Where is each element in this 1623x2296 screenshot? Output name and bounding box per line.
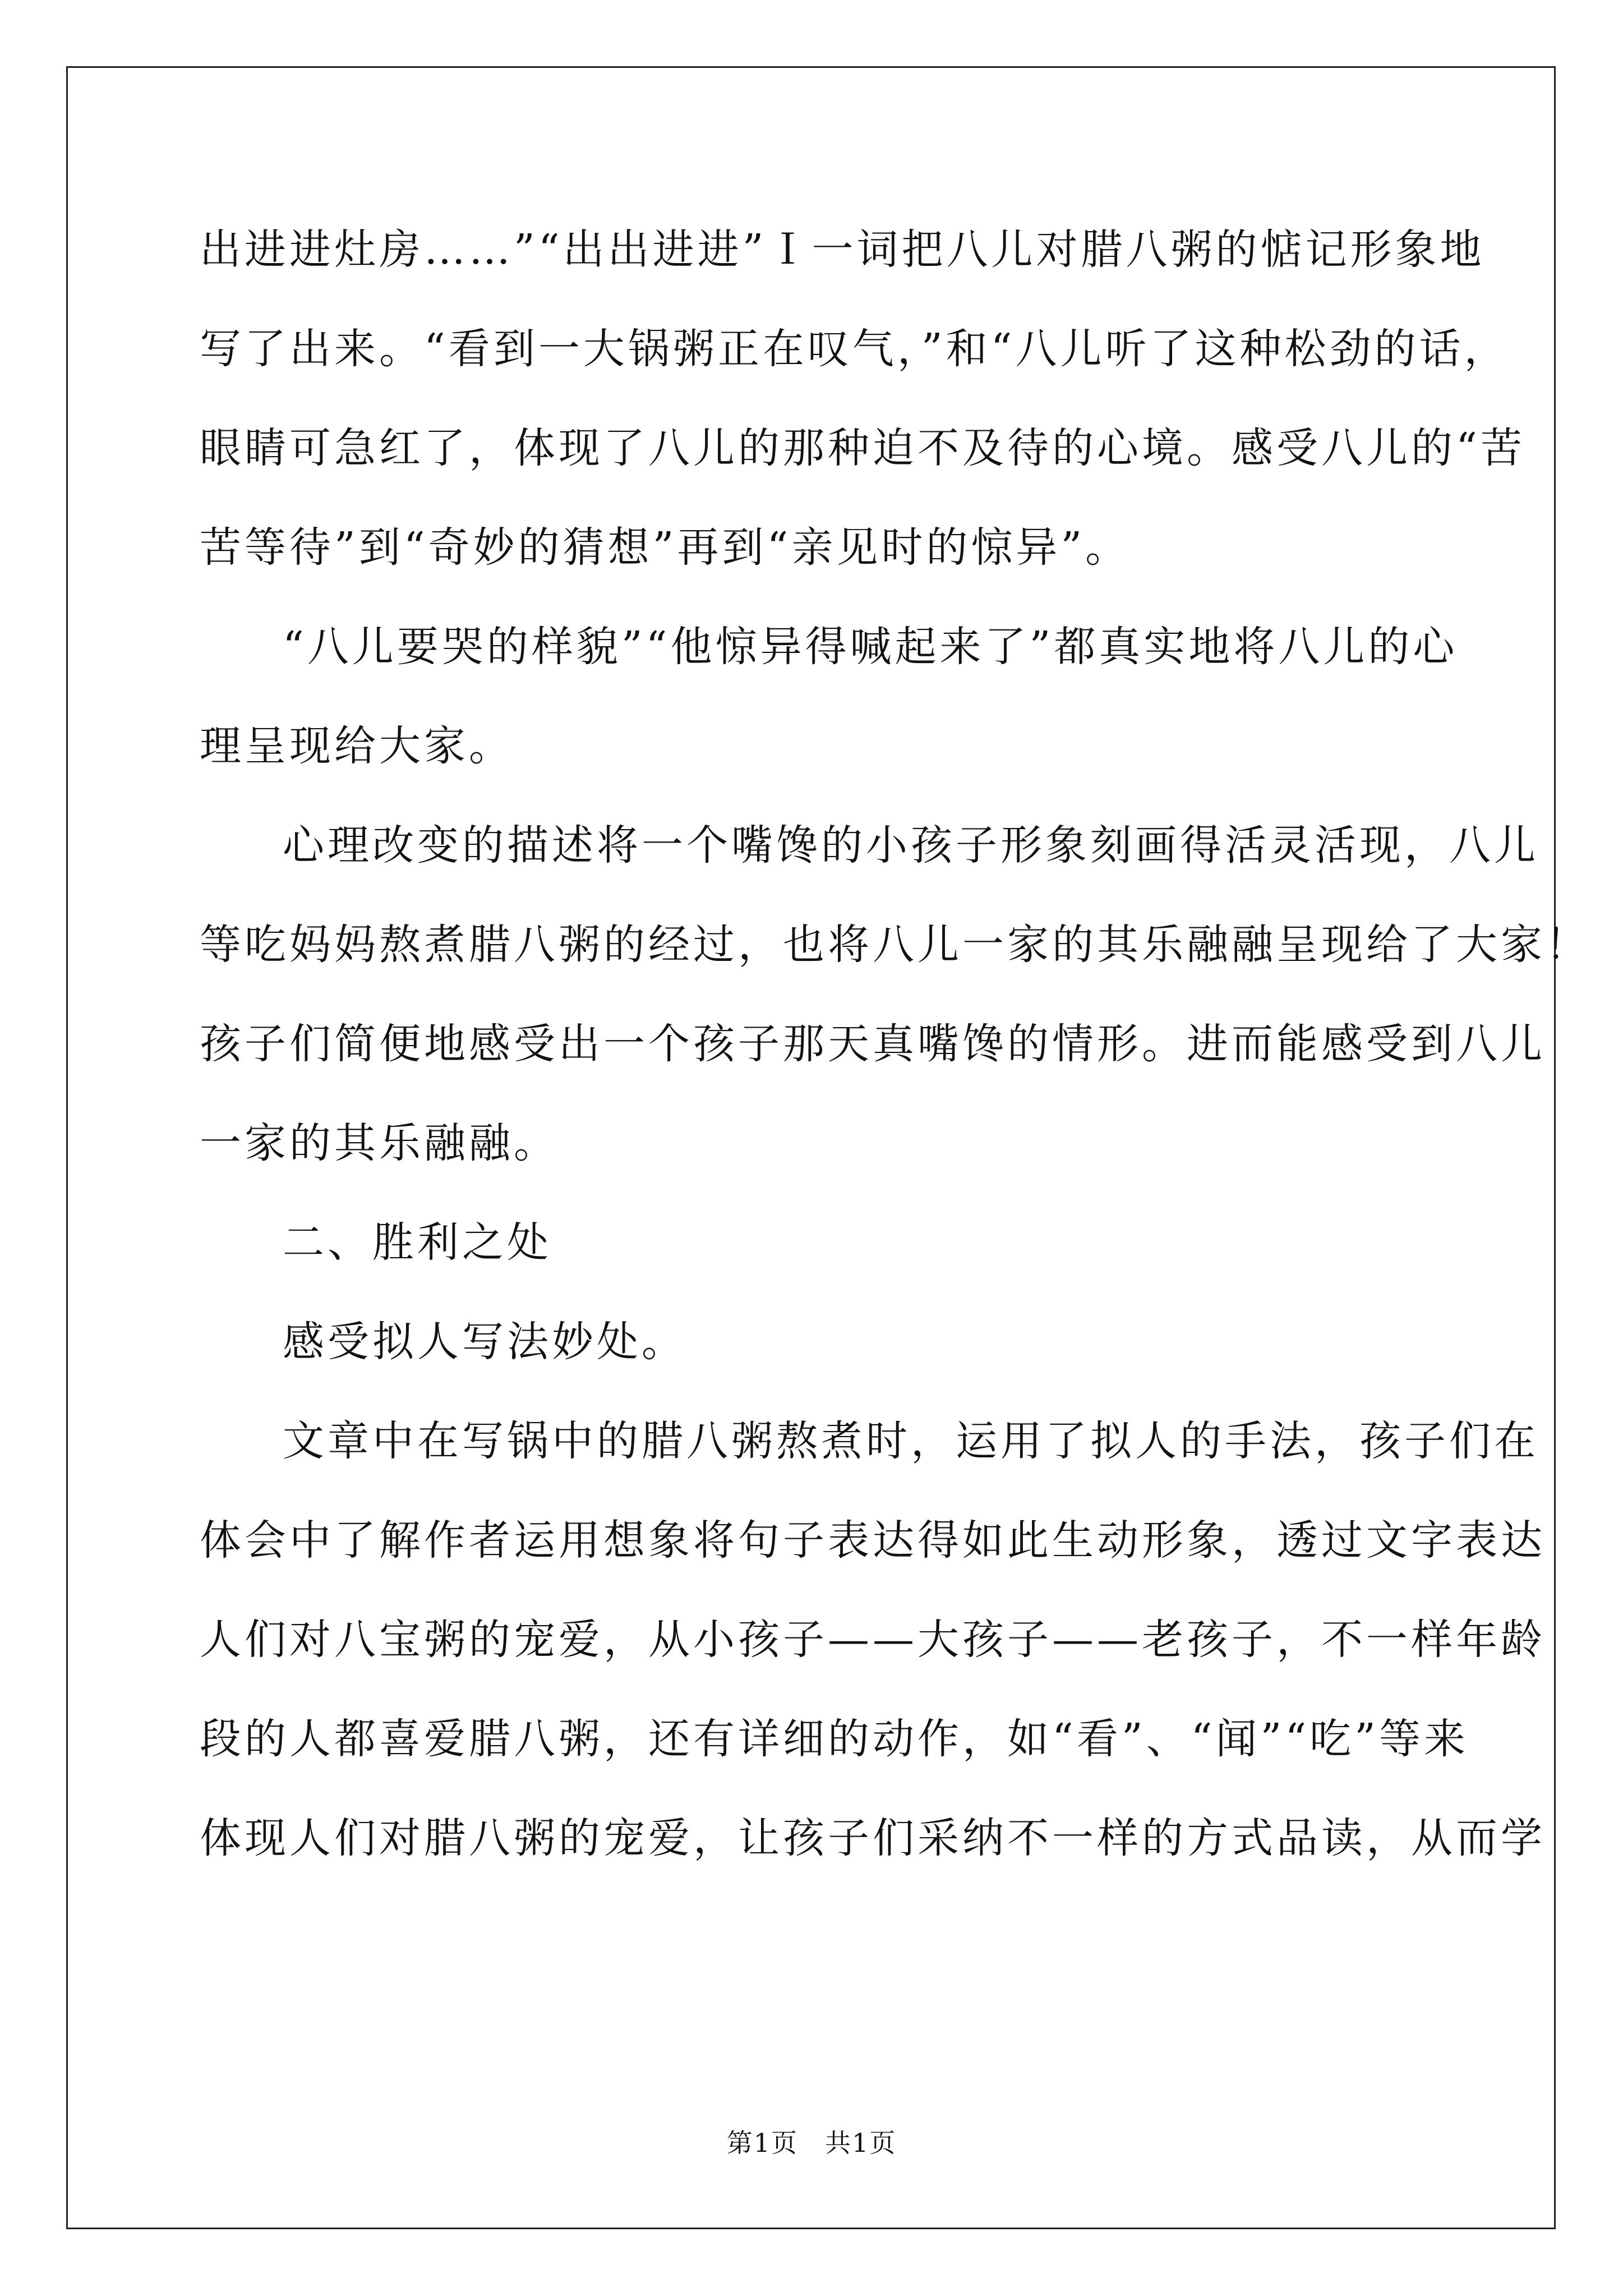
text-line: 苦等待”到“奇妙的猜想”再到“亲见时的惊异”。	[200, 523, 1131, 572]
text-line: 心理改变的描述将一个嘴馋的小孩子形象刻画得活灵活现，八儿	[283, 821, 1539, 869]
text-line: 孩子们简便地感受出一个孩子那天真嘴馋的情形。进而能感受到八儿	[200, 1020, 1546, 1068]
text-line: 文章中在写锅中的腊八粥熬煮时，运用了拟人的手法，孩子们在	[283, 1417, 1539, 1465]
text-line: 理呈现给大家。	[200, 722, 514, 770]
text-line: 等吃妈妈熬煮腊八粥的经过，也将八儿一家的其乐融融呈现给了大家！	[200, 921, 1590, 969]
text-line: 感受拟人写法妙处。	[283, 1318, 686, 1366]
text-line: 体现人们对腊八粥的宠爱，让孩子们采纳不一样的方式品读，从而学	[200, 1814, 1546, 1862]
text-line: 眼睛可急红了，体现了八儿的那种迫不及待的心境。感受八儿的“苦	[200, 424, 1525, 472]
body-text	[200, 219, 1590, 1907]
section-heading: 二、胜利之处	[283, 1218, 552, 1267]
text-line: 出进进灶房……”“出出进进”Ｉ一词把八儿对腊八粥的惦记形象地	[200, 226, 1485, 274]
page-total: 共1页	[825, 2128, 897, 2158]
text-line: 人们对八宝粥的宠爱，从小孩子——大孩子——老孩子，不一样年龄	[200, 1616, 1546, 1664]
text-line: 段的人都喜爱腊八粥，还有详细的动作，如“看”、“闻”“吃”等来	[200, 1715, 1469, 1763]
text-line: 一家的其乐融融。	[200, 1119, 559, 1167]
text-line: 体会中了解作者运用想象将句子表达得如此生动形象，透过文字表达	[200, 1516, 1546, 1565]
page-footer	[0, 2126, 1623, 2160]
page-number: 第1页	[726, 2128, 798, 2158]
text-line: 写了出来。“看到一大锅粥正在叹气，”和“八儿听了这种松劲的话，	[200, 325, 1509, 373]
text-line: “八儿要哭的样貌”“他惊异得喊起来了”都真实地将八儿的心	[283, 623, 1458, 671]
